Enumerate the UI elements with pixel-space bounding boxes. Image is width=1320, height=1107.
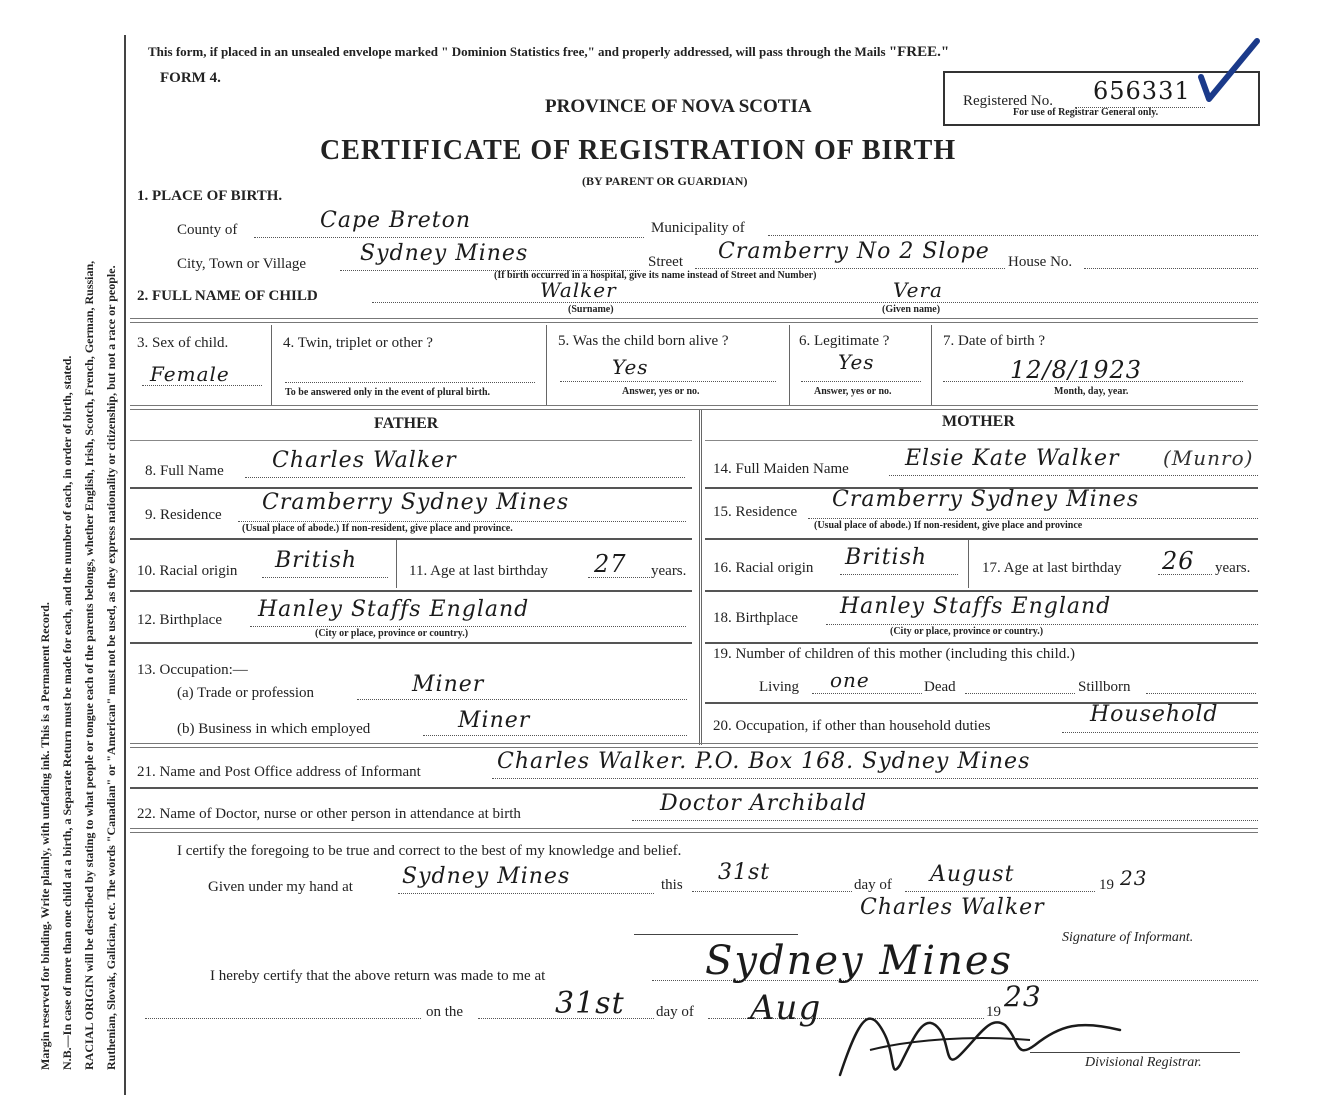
mother-dead-line [965, 693, 1075, 694]
father-age-value: 27 [594, 550, 627, 578]
signature-caption: Signature of Informant. [1062, 930, 1194, 945]
mother-residence-label: 15. Residence [713, 504, 798, 520]
registrar-statement: I hereby certify that the above return was made to me at [210, 968, 546, 984]
informant-signature: Charles Walker [860, 895, 1045, 920]
dob-label: 7. Date of birth ? [943, 333, 1046, 349]
mother-dead-label: Dead [924, 679, 956, 695]
house-number-label: House No. [1008, 254, 1073, 270]
sex-label: 3. Sex of child. [137, 335, 229, 351]
legitimate-value: Yes [838, 350, 875, 374]
father-trade-value: Miner [412, 672, 485, 697]
mother-living-line [812, 693, 922, 694]
mail-notice: This form, if placed in an unsealed envelope marked " Dominion Statistics free," and properly addressed, will pass through the Mails "FREE." [148, 44, 950, 60]
margin-note-binding: Margin reserved for binding. Write plainly, with unfading ink. This is a Permanent Record. [38, 602, 52, 1070]
mother-occupation-value: Household [1090, 702, 1219, 727]
legitimate-label: 6. Legitimate ? [799, 333, 890, 349]
alive-note: Answer, yes or no. [622, 386, 700, 397]
father-residence-note: (Usual place of abode.) If non-resident, give place and province. [242, 523, 513, 534]
informant-line [492, 778, 1258, 779]
doctor-label: 22. Name of Doctor, nurse or other person in attendance at birth [137, 806, 521, 822]
certify-statement: I certify the foregoing to be true and correct to the best of my knowledge and belief. [177, 843, 682, 859]
father-birthplace-note: (City or place, province or country.) [315, 628, 469, 639]
mother-stillborn-line [1146, 693, 1256, 694]
legitimate-note: Answer, yes or no. [814, 386, 892, 397]
parents-center-divider [699, 410, 702, 745]
divider-certify [130, 828, 1258, 833]
registered-number-box [943, 71, 1260, 126]
mother-stillborn-label: Stillborn [1078, 679, 1131, 695]
child-name-line [372, 302, 1258, 303]
dob-line [943, 381, 1243, 382]
father-residence-line [238, 521, 686, 522]
father-age-label: 11. Age at last birthday [409, 563, 548, 579]
father-race-label: 10. Racial origin [137, 563, 238, 579]
binding-margin-line [124, 35, 126, 1095]
mother-race-line [840, 574, 958, 575]
mother-row-line-4 [705, 590, 1258, 592]
registered-label: Registered No. [963, 93, 1053, 109]
surname-caption: (Surname) [568, 304, 614, 315]
municipality-line [768, 235, 1258, 236]
checkmark-icon [1207, 47, 1267, 107]
father-birthplace-label: 12. Birthplace [137, 612, 222, 628]
doctor-value: Doctor Archibald [660, 791, 868, 816]
mother-birthplace-label: 18. Birthplace [713, 610, 798, 626]
this-day-value: 31st [718, 860, 771, 885]
mother-residence-value: Cramberry Sydney Mines [832, 487, 1140, 512]
registered-number: 656331 [1093, 77, 1191, 105]
registrar-signature [830, 995, 1130, 1085]
mother-age-years: years. [1215, 560, 1251, 576]
given-place-value: Sydney Mines [402, 864, 571, 889]
child-surname: Walker [540, 278, 617, 302]
given-name-caption: (Given name) [882, 304, 941, 315]
divider-parents [130, 405, 1258, 410]
street-value: Cramberry No 2 Slope [718, 239, 990, 264]
month-line [905, 891, 1095, 892]
mother-race-age-divider [968, 540, 969, 588]
registrar-caption: Divisional Registrar. [1085, 1055, 1202, 1070]
margin-note-multiple-births: N.B.—In case of more than one child at a birth, a Separate Return must be made for each, and the number of each, in order of birth, stated. [60, 355, 74, 1070]
mother-occupation-line [1062, 732, 1258, 733]
sex-line [142, 385, 262, 386]
divider-informant [130, 743, 1258, 748]
twin-note: To be answered only in the event of plural birth. [285, 387, 491, 398]
registrar-year-value: 23 [1004, 980, 1042, 1013]
informant-value: Charles Walker. P.O. Box 168. Sydney Mines [497, 749, 1031, 774]
father-birthplace-value: Hanley Staffs England [258, 597, 530, 622]
father-row-line-5 [130, 642, 692, 644]
mother-birthplace-value: Hanley Staffs England [840, 594, 1112, 619]
father-row-line-3 [130, 538, 692, 540]
registrar-year-prefix: 19 [986, 1004, 1001, 1020]
mother-living-label: Living [759, 679, 799, 695]
registrar-signature-line [1030, 1052, 1240, 1053]
hospital-note: (If birth occurred in a hospital, give its name instead of Street and Number) [494, 270, 817, 281]
city-value: Sydney Mines [360, 241, 529, 266]
father-trade-label: (a) Trade or profession [177, 685, 315, 701]
province-heading: PROVINCE OF NOVA SCOTIA [545, 96, 812, 117]
registrar-day-value: 31st [555, 986, 625, 1021]
municipality-label: Municipality of [651, 220, 745, 236]
given-under-label: Given under my hand at [208, 879, 353, 895]
certificate-subtitle: (BY PARENT OR GUARDIAN) [582, 174, 748, 188]
twin-line [285, 382, 535, 383]
county-label: County of [177, 222, 238, 238]
father-occupation-label: 13. Occupation:— [137, 662, 248, 678]
mother-row-line-3 [705, 538, 1258, 540]
mother-race-value: British [845, 545, 928, 570]
father-trade-line [357, 699, 687, 700]
informant-signature-line [634, 934, 798, 935]
mother-residence-note: (Usual place of abode.) If non-resident, give place and province [814, 520, 1083, 531]
father-birthplace-line [250, 626, 686, 627]
this-day-line [692, 891, 852, 892]
alive-line [560, 381, 776, 382]
mother-children-label: 19. Number of children of this mother (including this child.) [713, 646, 1076, 662]
city-label: City, Town or Village [177, 256, 307, 272]
divider-row-3 [130, 318, 1258, 323]
father-age-years: years. [651, 563, 687, 579]
registrar-left-line [145, 1018, 421, 1019]
divider-6-7 [931, 325, 932, 405]
twin-label: 4. Twin, triplet or other ? [283, 335, 433, 351]
father-business-value: Miner [458, 708, 531, 733]
father-name-label: 8. Full Name [145, 463, 224, 479]
father-row-line-4 [130, 590, 692, 592]
father-race-line [262, 577, 388, 578]
father-business-label: (b) Business in which employed [177, 721, 371, 737]
margin-note-racial-origin-cont: Ruthenian, Slovak, Galician, etc. The words "Canadian" or "American" must not be used, as they express nationality or citizenship, but not a race or people. [104, 265, 118, 1070]
registrar-place-value: Sydney Mines [705, 938, 1014, 984]
mother-age-label: 17. Age at last birthday [982, 560, 1122, 576]
mother-birthplace-note: (City or place, province or country.) [890, 626, 1044, 637]
mother-name-value: Elsie Kate Walker [905, 446, 1120, 471]
place-of-birth-heading: 1. PLACE OF BIRTH. [137, 188, 283, 204]
year-value: 23 [1120, 866, 1148, 890]
mother-birthplace-line [826, 624, 1258, 625]
house-number-line [1084, 268, 1258, 269]
father-residence-label: 9. Residence [145, 507, 222, 523]
father-race-age-divider [396, 540, 397, 588]
mother-occupation-label: 20. Occupation, if other than household duties [713, 718, 991, 734]
month-value: August [930, 862, 1015, 887]
mail-free: "FREE." [888, 44, 950, 60]
father-row-line-1 [130, 440, 692, 441]
mother-name-label: 14. Full Maiden Name [713, 461, 849, 477]
doctor-line [632, 820, 1258, 821]
margin-note-racial-origin: RACIAL ORIGIN will be described by stating to what people or tongue each of the parents belongs, whether English, Irish, Scotch, French, German, Russian, [82, 260, 96, 1070]
divider-5-6 [789, 325, 790, 405]
divider-doctor [130, 787, 1258, 789]
day-of-label: day of [854, 877, 892, 893]
this-label: this [661, 877, 683, 893]
child-given-name: Vera [893, 278, 943, 302]
mother-heading: MOTHER [942, 413, 1015, 430]
registrar-general-note: For use of Registrar General only. [1013, 107, 1159, 118]
alive-value: Yes [612, 355, 649, 379]
father-row-line-2 [130, 487, 692, 489]
alive-label: 5. Was the child born alive ? [558, 333, 729, 349]
father-residence-value: Cramberry Sydney Mines [262, 490, 570, 515]
mother-name-line [889, 475, 1258, 476]
county-line [254, 237, 644, 238]
mother-name-extra: (Munro) [1163, 446, 1254, 470]
father-business-line [423, 735, 687, 736]
mother-living-value: one [830, 668, 870, 692]
on-the-label: on the [426, 1004, 464, 1020]
legitimate-line [801, 381, 921, 382]
street-label: Street [648, 254, 683, 270]
mother-race-label: 16. Racial origin [713, 560, 814, 576]
mother-row-line-1 [705, 440, 1258, 441]
given-place-line [398, 893, 654, 894]
county-value: Cape Breton [320, 208, 472, 233]
father-race-value: British [275, 548, 358, 573]
mother-row-line-5 [705, 642, 1258, 644]
year-prefix: 19 [1099, 877, 1114, 893]
father-heading: FATHER [374, 415, 439, 432]
mother-age-value: 26 [1162, 547, 1195, 575]
divider-3-4 [271, 325, 272, 405]
divider-4-5 [546, 325, 547, 405]
informant-label: 21. Name and Post Office address of Informant [137, 764, 421, 780]
registrar-day-of-label: day of [656, 1004, 694, 1020]
street-line [695, 268, 1005, 269]
father-name-value: Charles Walker [272, 448, 457, 473]
mother-residence-line [808, 518, 1258, 519]
registrar-month-value: Aug [750, 988, 822, 1028]
certificate-title: CERTIFICATE OF REGISTRATION OF BIRTH [320, 135, 957, 166]
child-name-label: 2. FULL NAME OF CHILD [137, 288, 318, 304]
sex-value: Female [150, 362, 230, 386]
form-number: FORM 4. [160, 70, 221, 86]
father-name-line [245, 477, 685, 478]
dob-value: 12/8/1923 [1010, 356, 1143, 384]
dob-note: Month, day, year. [1054, 386, 1129, 397]
